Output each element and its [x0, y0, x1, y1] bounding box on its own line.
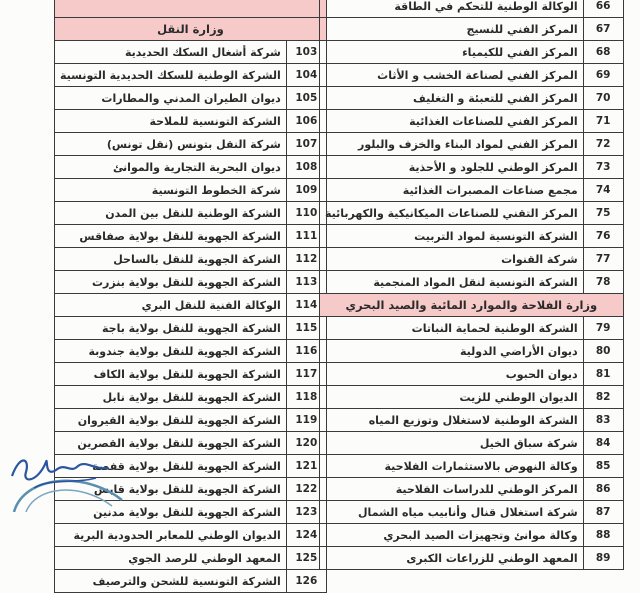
entity-name: المركز الفني للصناعات الغذائية	[320, 110, 584, 133]
table-row	[320, 41, 624, 64]
entity-name: الشركة التونسية للشحن والترصيف	[55, 570, 287, 593]
table-row	[320, 248, 624, 271]
row-number: 118	[286, 386, 326, 409]
right-table	[319, 0, 624, 570]
table-row	[55, 87, 327, 110]
entity-name: الشركة الجهوية للنقل بولاية باجة	[55, 317, 287, 340]
entity-name: شركة سباق الخيل	[320, 432, 584, 455]
entity-name: المركز الفني للنسيج	[320, 18, 584, 41]
entity-name: الشركة الجهوية للنقل بولاية القصرين	[55, 432, 287, 455]
table-row	[55, 248, 327, 271]
section-header-row	[320, 294, 624, 317]
entity-name: الشركة التونسية لمواد التربيت	[320, 225, 584, 248]
row-number: 69	[583, 64, 623, 87]
table-row	[320, 156, 624, 179]
row-number: 68	[583, 41, 623, 64]
entity-name: شركة القنوات	[320, 248, 584, 271]
row-number: 76	[583, 225, 623, 248]
section-header-row	[55, 18, 327, 41]
row-number: 110	[286, 202, 326, 225]
entity-name: وكالة موانئ وتجهيزات الصيد البحري	[320, 524, 584, 547]
table-row	[55, 363, 327, 386]
table-row	[320, 202, 624, 225]
row-number: 81	[583, 363, 623, 386]
row-number: 119	[286, 409, 326, 432]
row-number: 78	[583, 271, 623, 294]
row-number: 70	[583, 87, 623, 110]
table-row	[320, 133, 624, 156]
entity-name: الديوان الوطني للمعابر الحدودية البرية	[55, 524, 287, 547]
table-row	[320, 87, 624, 110]
row-number: 114	[286, 294, 326, 317]
row-number: 103	[286, 41, 326, 64]
table-row	[320, 432, 624, 455]
row-number: 113	[286, 271, 326, 294]
entity-name: الشركة الوطنية لحماية النباتات	[320, 317, 584, 340]
row-number: 86	[583, 478, 623, 501]
entity-name: الشركة الجهوية للنقل بولاية قفصة	[55, 455, 287, 478]
stamp-arc-inner	[26, 490, 112, 512]
row-number: 126	[286, 570, 326, 593]
entity-name: وكالة النهوض بالاستثمارات الفلاحية	[320, 455, 584, 478]
table-row	[55, 64, 327, 87]
table-row	[55, 294, 327, 317]
table-row	[55, 110, 327, 133]
entity-name: الشركة الوطنية للنقل بين المدن	[55, 202, 287, 225]
table-row	[320, 340, 624, 363]
row-number: 115	[286, 317, 326, 340]
row-number: 75	[583, 202, 623, 225]
table-row	[55, 225, 327, 248]
row-number: 79	[583, 317, 623, 340]
table-row	[320, 501, 624, 524]
signature-stroke	[12, 461, 108, 480]
row-number: 104	[286, 64, 326, 87]
entity-name: ديوان الأراضي الدولية	[320, 340, 584, 363]
row-number: 82	[583, 386, 623, 409]
row-number: 123	[286, 501, 326, 524]
section-title	[55, 0, 327, 18]
table-row	[320, 64, 624, 87]
table-row	[55, 179, 327, 202]
entity-name: الشركة الجهوية للنقل بولاية بنزرت	[55, 271, 287, 294]
stamp-arc	[14, 481, 122, 512]
row-number: 85	[583, 455, 623, 478]
row-number: 125	[286, 547, 326, 570]
entity-name: المركز الفني لمواد البناء والخزف والبلور	[320, 133, 584, 156]
table-row	[55, 386, 327, 409]
entity-name: المركز الوطني للجلود و الأحذية	[320, 156, 584, 179]
table-row	[55, 133, 327, 156]
entity-name: الشركة الجهوية للنقل بولاية نابل	[55, 386, 287, 409]
entity-name: المركز الوطني للدراسات الفلاحية	[320, 478, 584, 501]
row-number: 117	[286, 363, 326, 386]
row-number: 120	[286, 432, 326, 455]
table-row	[55, 409, 327, 432]
row-number: 105	[286, 87, 326, 110]
row-number: 67	[583, 18, 623, 41]
row-number: 111	[286, 225, 326, 248]
row-number: 89	[583, 547, 623, 570]
signature-stamp	[4, 448, 134, 512]
row-number: 106	[286, 110, 326, 133]
entity-name: الشركة الوطنية للسكك الحديدية التونسية	[55, 64, 287, 87]
entity-name: الشركة التونسية لنقل المواد المنجمية	[320, 271, 584, 294]
entity-name: شركة النقل بتونس (نقل تونس)	[55, 133, 287, 156]
entity-name: المركز الفني لصناعة الخشب و الأثاث	[320, 64, 584, 87]
table-row	[320, 386, 624, 409]
entity-name: الشركة الجهوية للنقل بولاية جندوبة	[55, 340, 287, 363]
table-row	[320, 363, 624, 386]
row-number: 112	[286, 248, 326, 271]
entity-name: ديوان الحبوب	[320, 363, 584, 386]
entity-name: الشركة التونسية للملاحة	[55, 110, 287, 133]
entity-name: المركز التقني للصناعات الميكانيكية والكهربائية	[320, 202, 584, 225]
table-row	[320, 547, 624, 570]
entity-name: الديوان الوطني للزيت	[320, 386, 584, 409]
table-row	[320, 0, 624, 18]
entity-name: الشركة الجهوية للنقل بولاية مدنين	[55, 501, 287, 524]
table-row	[55, 156, 327, 179]
entity-name: الشركة الجهوية للنقل بالساحل	[55, 248, 287, 271]
table-row	[320, 524, 624, 547]
row-number: 72	[583, 133, 623, 156]
table-row	[320, 409, 624, 432]
row-number: 116	[286, 340, 326, 363]
row-number: 80	[583, 340, 623, 363]
row-number: 108	[286, 156, 326, 179]
entity-name: الشركة الجهوية للنقل بولاية الكاف	[55, 363, 287, 386]
row-number: 84	[583, 432, 623, 455]
row-number: 121	[286, 455, 326, 478]
table-row	[55, 524, 327, 547]
entity-name: الوكالة الفنية للنقل البري	[55, 294, 287, 317]
entity-name: ديوان الطيران المدني والمطارات	[55, 87, 287, 110]
entity-name: ديوان البحرية التجارية والموانئ	[55, 156, 287, 179]
entity-name: مجمع صناعات المصبرات الغذائية	[320, 179, 584, 202]
entity-name: الشركة الجهوية للنقل بولاية صفاقس	[55, 225, 287, 248]
entity-name: المركز الفني للكيمياء	[320, 41, 584, 64]
table-row	[55, 271, 327, 294]
entity-name: الشركة الجهوية للنقل بولاية قابس	[55, 478, 287, 501]
row-number: 83	[583, 409, 623, 432]
row-number: 109	[286, 179, 326, 202]
table-row	[320, 225, 624, 248]
table-row	[55, 317, 327, 340]
entity-name: شركة الخطوط التونسية	[55, 179, 287, 202]
section-title: وزارة الفلاحة والموارد المائية والصيد البحري	[320, 294, 624, 317]
table-row	[55, 570, 327, 593]
row-number: 74	[583, 179, 623, 202]
section-title: وزارة النقل	[55, 18, 327, 41]
row-number: 124	[286, 524, 326, 547]
row-number: 107	[286, 133, 326, 156]
table-row	[55, 41, 327, 64]
table-row	[55, 547, 327, 570]
entity-name: الشركة الجهوية للنقل بولاية القيروان	[55, 409, 287, 432]
table-row	[320, 18, 624, 41]
entity-name: شركة استغلال قنال وأنابيب مياه الشمال	[320, 501, 584, 524]
row-number: 66	[583, 0, 623, 18]
row-number: 87	[583, 501, 623, 524]
table-row	[320, 317, 624, 340]
row-number: 73	[583, 156, 623, 179]
row-number: 71	[583, 110, 623, 133]
table-row	[320, 179, 624, 202]
entity-name: الوكالة الوطنية للتحكم في الطاقة	[320, 0, 584, 18]
table-row	[320, 110, 624, 133]
entity-name: المعهد الوطني للرصد الجوي	[55, 547, 287, 570]
table-row	[320, 455, 624, 478]
entity-name: شركة أشغال السكك الحديدية	[55, 41, 287, 64]
row-number: 77	[583, 248, 623, 271]
table-row	[55, 202, 327, 225]
entity-name: الشركة الوطنية لاستغلال وتوزيع المياه	[320, 409, 584, 432]
row-number: 122	[286, 478, 326, 501]
entity-name: المعهد الوطني للزراعات الكبرى	[320, 547, 584, 570]
entity-name: المركز الفني للتعبئة و التغليف	[320, 87, 584, 110]
row-number: 88	[583, 524, 623, 547]
table-row	[55, 340, 327, 363]
table-row	[320, 478, 624, 501]
table-row	[320, 271, 624, 294]
section-header-row	[55, 0, 327, 18]
